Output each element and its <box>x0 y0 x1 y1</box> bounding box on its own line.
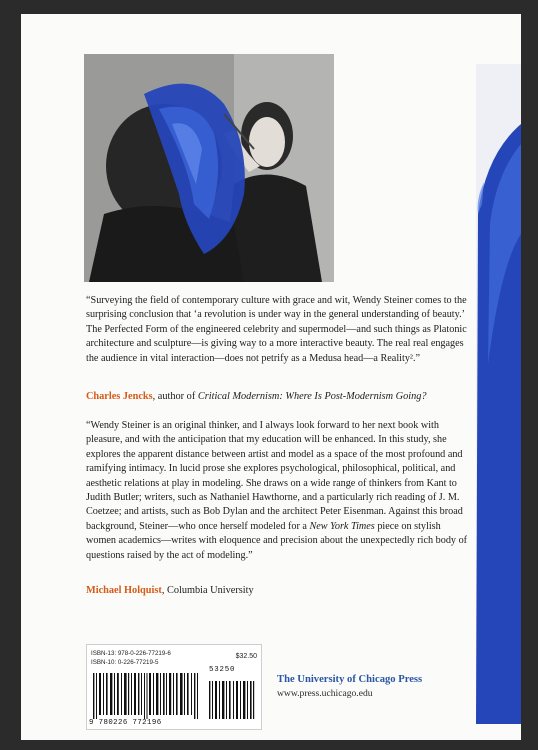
author-name: Charles Jencks <box>86 391 153 402</box>
price-code: 53250 <box>209 666 236 674</box>
barcode-box <box>86 644 262 730</box>
cover-photo <box>84 54 334 282</box>
isbn13-label: ISBN-13: 978-0-226-77219-6 <box>91 650 171 657</box>
price-label: $32.50 <box>235 653 257 660</box>
flap-edge-image <box>476 64 521 724</box>
quote-text-a: “Wendy Steiner is an original thinker, and I always look forward to her next book with pleasure, and with the anticipation that my education will be enhanced. In this study, she explores the apparent distance between artist and model as a space of the most profound and ramifying intimacy. In lucid prose she explores psychological, philosophical, political, and aesthetic relations at play in modeling. She draws on a wide range of thinkers from Kant to Judith Butler; writers, such as Nathaniel Hawthorne, and a particularly rich reading of J. M. Coetzee; and artists, such as Bob Dylan and the architect Peter Eisenman. Against this broad background, Steiner—who once herself modeled for a <box>86 420 463 532</box>
book-title: Critical Modernism: Where Is Post-Modernism Going? <box>197 391 427 402</box>
publisher-url[interactable]: www.press.uchicago.edu <box>277 688 373 699</box>
back-cover <box>21 14 521 740</box>
barcode-number: 9 780226 772196 <box>89 719 162 727</box>
barcode-image <box>91 673 257 719</box>
attribution-jencks <box>86 391 427 402</box>
credit-prefix: , author of <box>152 391 198 402</box>
author-name: Michael Holquist <box>86 585 162 596</box>
attribution-holquist <box>86 585 254 596</box>
quote-jencks: “Surveying the field of contemporary culture with grace and wit, Wendy Steiner comes to the surprising conclusion that ‘a revolution is under way in the general understanding of beauty.’ The Perfected Form of the engineered celebrity and supermodel—and such things as Platonic architecture and sculpture—is giving way to a more interactive beauty. The real real engages the audience in vital interaction—does not petrify as a Medusa head—a Reality².” <box>86 295 467 364</box>
isbn10-label: ISBN-10: 0-226-77219-5 <box>91 659 159 666</box>
quote-italic: New York Times <box>309 520 375 532</box>
quote-holquist <box>86 419 471 563</box>
credit: , Columbia University <box>161 585 254 596</box>
blue-paint-stroke <box>476 64 521 724</box>
publisher-name: The University of Chicago Press <box>277 674 423 685</box>
quote-text-b: piece on stylish women academics—writes with eloquence and precision about the unexpectedly rich body of questions raised by the act of modeling.” <box>86 520 468 561</box>
painter-photo-image <box>84 54 334 282</box>
